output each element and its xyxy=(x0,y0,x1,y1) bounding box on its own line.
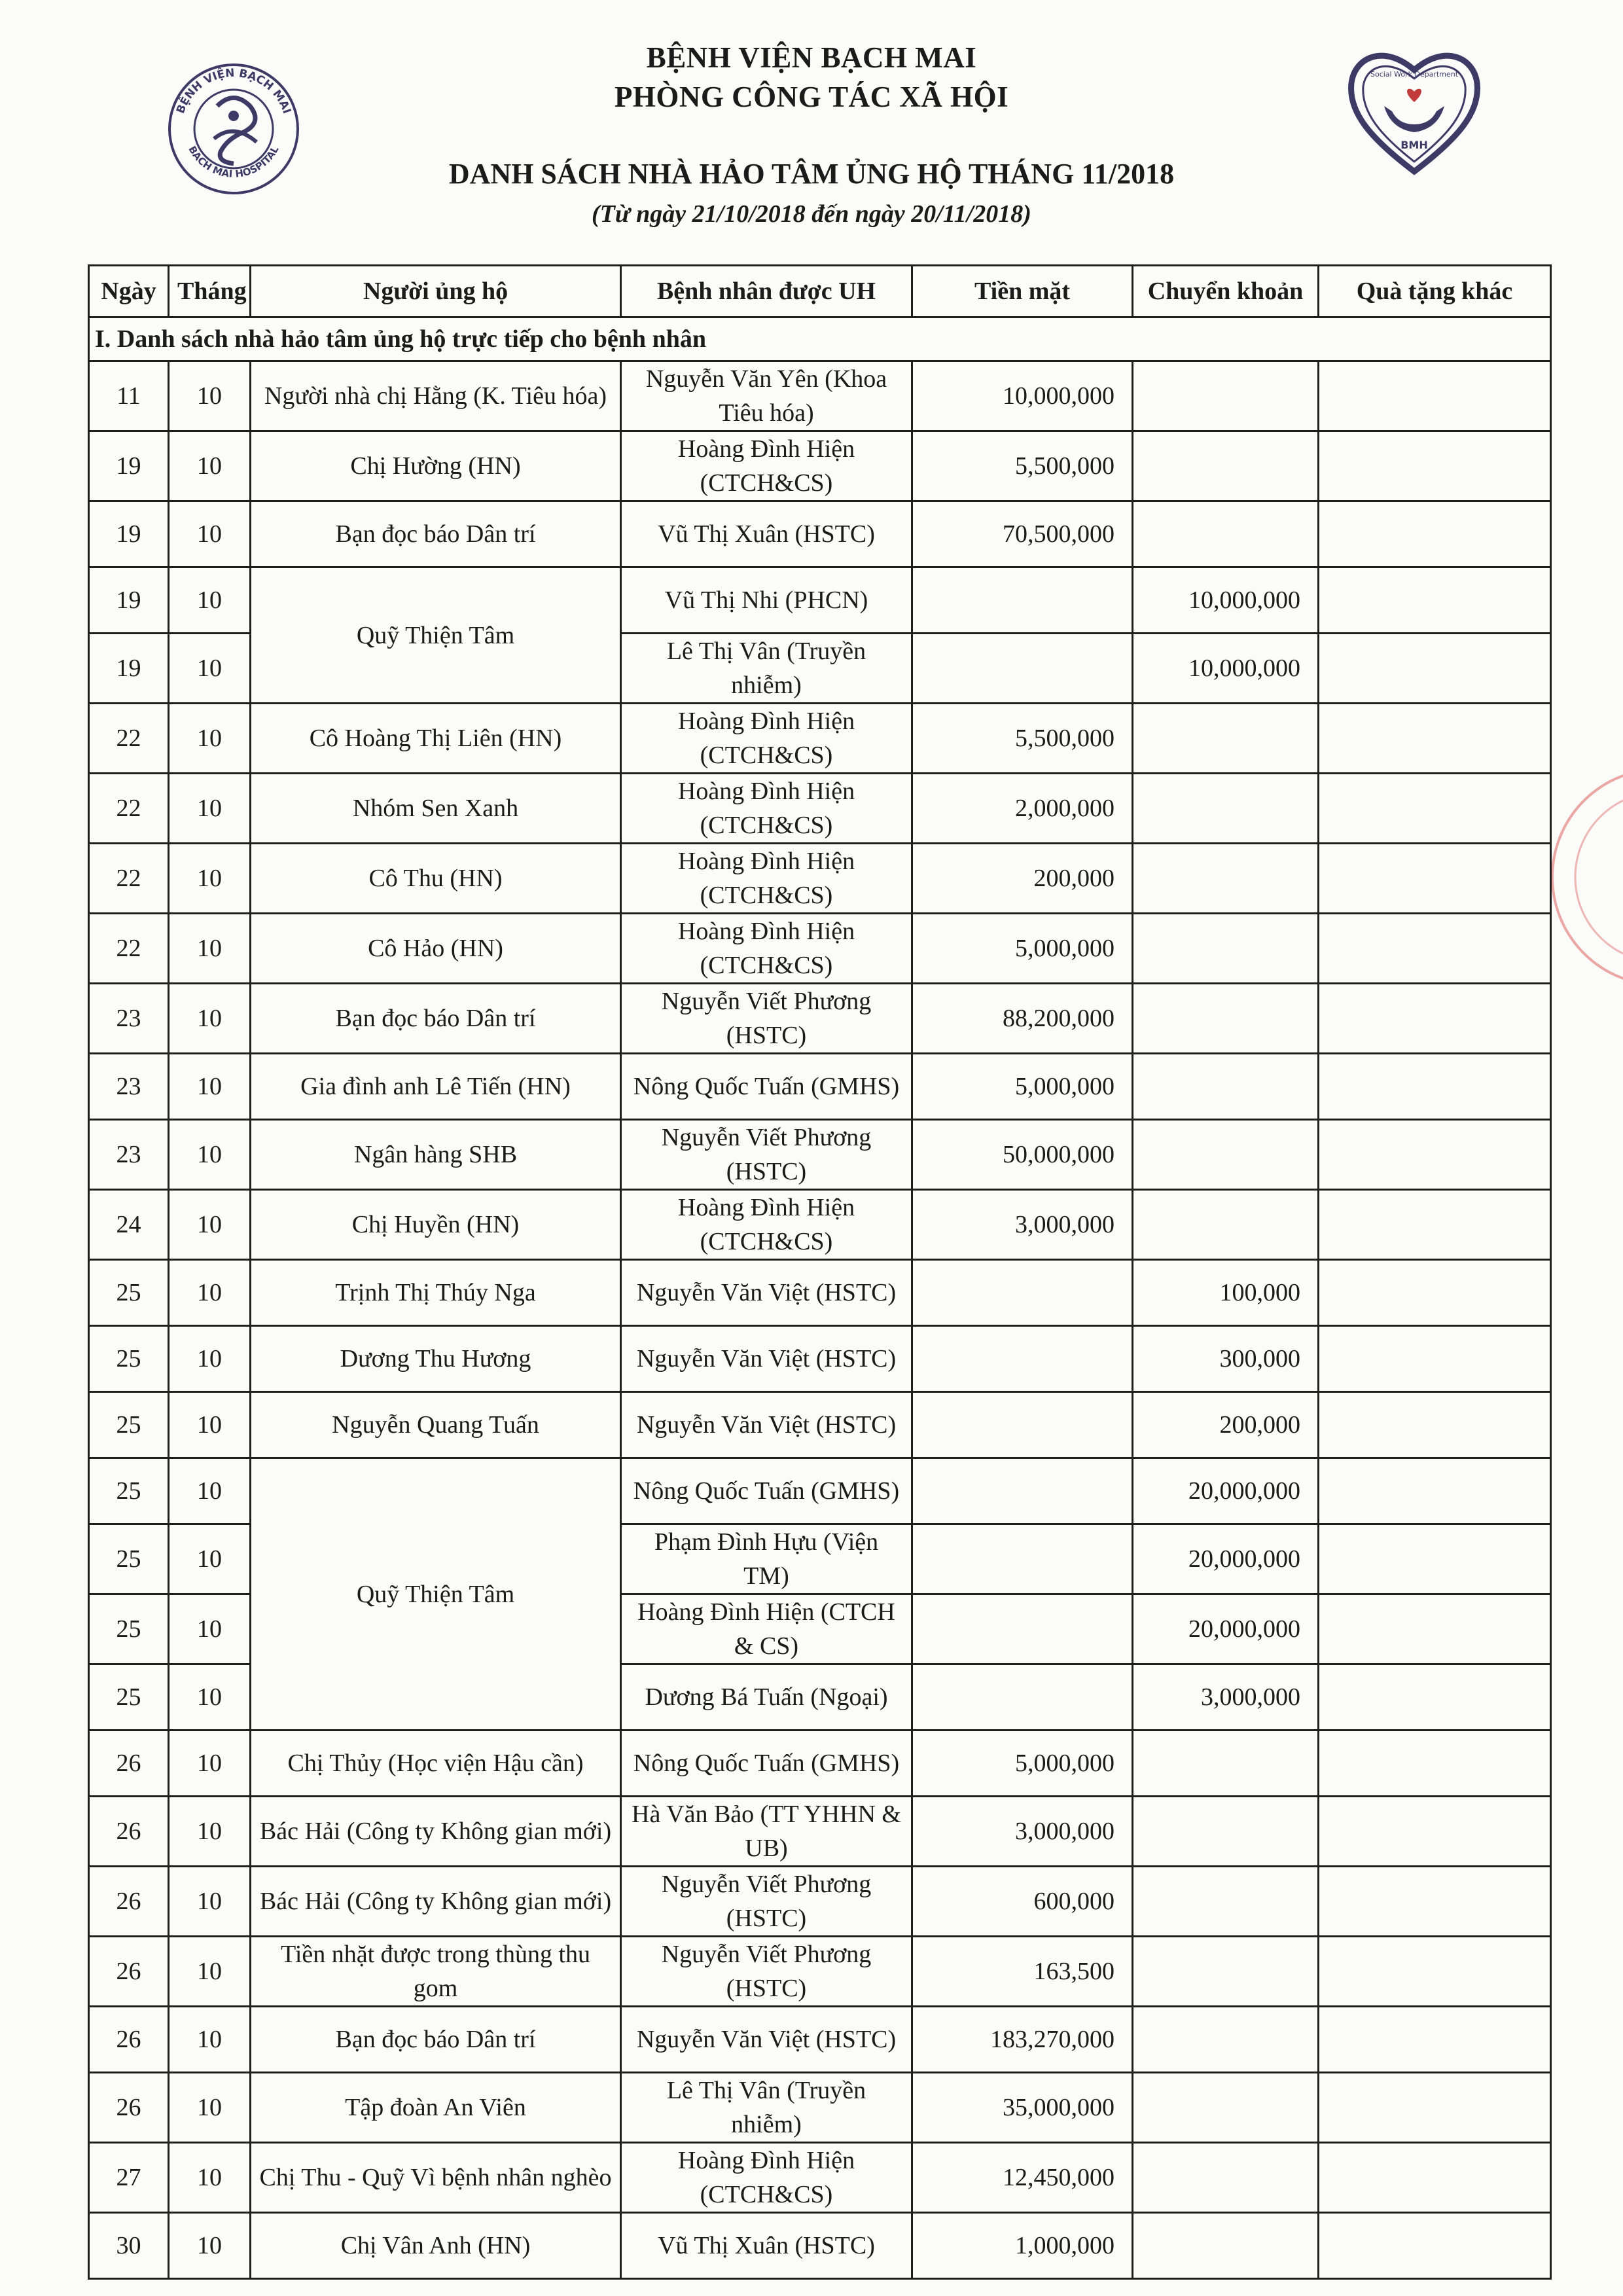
cell-other-gifts xyxy=(1319,431,1551,501)
table-row xyxy=(89,844,1551,914)
cell-cash: 5,000,000 xyxy=(912,914,1133,984)
cell-donor: Chị Hường (HN) xyxy=(251,431,621,501)
cell-transfer xyxy=(1133,914,1319,984)
cell-month: 10 xyxy=(169,1458,251,1524)
cell-day: 25 xyxy=(89,1594,169,1664)
cell-other-gifts xyxy=(1319,2143,1551,2213)
cell-month: 10 xyxy=(169,704,251,774)
table-row xyxy=(89,1190,1551,1260)
document-title: DANH SÁCH NHÀ HẢO TÂM ỦNG HỘ THÁNG 11/2018 xyxy=(448,158,1175,190)
logo-right-abbr: BMH xyxy=(1400,139,1428,151)
cell-cash: 600,000 xyxy=(912,1867,1133,1937)
table-row xyxy=(89,1120,1551,1190)
cell-other-gifts xyxy=(1319,914,1551,984)
cell-month: 10 xyxy=(169,774,251,844)
department-name: PHÒNG CÔNG TÁC XÃ HỘI xyxy=(614,81,1009,113)
table-header-row xyxy=(89,266,1551,317)
cell-cash: 5,500,000 xyxy=(912,704,1133,774)
cell-day: 25 xyxy=(89,1326,169,1392)
cell-other-gifts xyxy=(1319,2213,1551,2279)
cell-month: 10 xyxy=(169,1664,251,1731)
cell-donor: Cô Hảo (HN) xyxy=(251,914,621,984)
cell-month: 10 xyxy=(169,914,251,984)
cell-transfer xyxy=(1133,2143,1319,2213)
cell-cash: 10,000,000 xyxy=(912,361,1133,431)
cell-transfer xyxy=(1133,2213,1319,2279)
cell-donor: Quỹ Thiện Tâm xyxy=(251,1458,621,1731)
table-row xyxy=(89,1392,1551,1458)
cell-day: 25 xyxy=(89,1524,169,1594)
cell-month: 10 xyxy=(169,431,251,501)
cell-day: 22 xyxy=(89,914,169,984)
cell-transfer: 10,000,000 xyxy=(1133,567,1319,634)
cell-patient: Hoàng Đình Hiện (CTCH&CS) xyxy=(621,704,912,774)
cell-donor: Chị Thủy (Học viện Hậu cần) xyxy=(251,1731,621,1797)
col-header-transfer: Chuyển khoản xyxy=(1133,266,1319,317)
cell-month: 10 xyxy=(169,1054,251,1120)
cell-patient: Hoàng Đình Hiện (CTCH&CS) xyxy=(621,431,912,501)
cell-cash: 35,000,000 xyxy=(912,2073,1133,2143)
cell-other-gifts xyxy=(1319,567,1551,634)
cell-transfer xyxy=(1133,1797,1319,1867)
cell-donor: Chị Huyền (HN) xyxy=(251,1190,621,1260)
table-row xyxy=(89,1054,1551,1120)
cell-transfer xyxy=(1133,2073,1319,2143)
cell-day: 26 xyxy=(89,2073,169,2143)
cell-patient: Nguyễn Văn Việt (HSTC) xyxy=(621,1260,912,1326)
cell-day: 19 xyxy=(89,567,169,634)
cell-month: 10 xyxy=(169,2007,251,2073)
cell-patient: Nông Quốc Tuấn (GMHS) xyxy=(621,1054,912,1120)
cell-patient: Nguyễn Văn Việt (HSTC) xyxy=(621,1392,912,1458)
cell-month: 10 xyxy=(169,844,251,914)
col-header-cash: Tiền mặt xyxy=(912,266,1133,317)
cell-cash xyxy=(912,1524,1133,1594)
cell-other-gifts xyxy=(1319,1326,1551,1392)
cell-patient: Hoàng Đình Hiện (CTCH & CS) xyxy=(621,1594,912,1664)
cell-other-gifts xyxy=(1319,704,1551,774)
cell-other-gifts xyxy=(1319,1392,1551,1458)
cell-transfer xyxy=(1133,2007,1319,2073)
cell-day: 25 xyxy=(89,1458,169,1524)
cell-transfer xyxy=(1133,1937,1319,2007)
cell-patient: Nông Quốc Tuấn (GMHS) xyxy=(621,1731,912,1797)
cell-donor: Dương Thu Hương xyxy=(251,1326,621,1392)
cell-patient: Hoàng Đình Hiện (CTCH&CS) xyxy=(621,844,912,914)
section-row xyxy=(89,317,1551,361)
cell-cash: 70,500,000 xyxy=(912,501,1133,567)
cell-donor: Cô Hoàng Thị Liên (HN) xyxy=(251,704,621,774)
donor-table xyxy=(88,264,1552,2280)
cell-day: 19 xyxy=(89,634,169,704)
table-row xyxy=(89,501,1551,567)
col-header-patient: Bệnh nhân được UH xyxy=(621,266,912,317)
cell-month: 10 xyxy=(169,1120,251,1190)
cell-other-gifts xyxy=(1319,501,1551,567)
cell-donor: Ngân hàng SHB xyxy=(251,1120,621,1190)
cell-patient: Nguyễn Văn Việt (HSTC) xyxy=(621,1326,912,1392)
table-row xyxy=(89,704,1551,774)
cell-month: 10 xyxy=(169,567,251,634)
cell-other-gifts xyxy=(1319,774,1551,844)
col-header-other-gifts: Quà tặng khác xyxy=(1319,266,1551,317)
logo-left-text-bottom: BACH MAI HOSPITAL xyxy=(186,144,281,180)
cell-other-gifts xyxy=(1319,1867,1551,1937)
cell-donor: Chị Vân Anh (HN) xyxy=(251,2213,621,2279)
cell-other-gifts xyxy=(1319,984,1551,1054)
cell-cash xyxy=(912,634,1133,704)
cell-month: 10 xyxy=(169,1326,251,1392)
cell-cash: 200,000 xyxy=(912,844,1133,914)
table-row xyxy=(89,1260,1551,1326)
cell-month: 10 xyxy=(169,1594,251,1664)
cell-other-gifts xyxy=(1319,2073,1551,2143)
cell-donor: Quỹ Thiện Tâm xyxy=(251,567,621,704)
cell-transfer xyxy=(1133,1190,1319,1260)
cell-patient: Nguyễn Văn Việt (HSTC) xyxy=(621,2007,912,2073)
cell-day: 22 xyxy=(89,844,169,914)
table-row xyxy=(89,774,1551,844)
table-row xyxy=(89,2007,1551,2073)
table-row xyxy=(89,361,1551,431)
cell-month: 10 xyxy=(169,1524,251,1594)
cell-cash: 5,500,000 xyxy=(912,431,1133,501)
cell-patient: Vũ Thị Xuân (HSTC) xyxy=(621,501,912,567)
cell-cash xyxy=(912,1392,1133,1458)
cell-transfer xyxy=(1133,704,1319,774)
cell-cash: 183,270,000 xyxy=(912,2007,1133,2073)
cell-donor: Người nhà chị Hằng (K. Tiêu hóa) xyxy=(251,361,621,431)
cell-day: 30 xyxy=(89,2213,169,2279)
cell-day: 24 xyxy=(89,1190,169,1260)
cell-cash: 88,200,000 xyxy=(912,984,1133,1054)
organization-name: BỆNH VIỆN BẠCH MAI xyxy=(646,41,977,74)
cell-patient: Hoàng Đình Hiện (CTCH&CS) xyxy=(621,774,912,844)
cell-other-gifts xyxy=(1319,1797,1551,1867)
cell-patient: Lê Thị Vân (Truyền nhiễm) xyxy=(621,634,912,704)
cell-month: 10 xyxy=(169,1190,251,1260)
cell-month: 10 xyxy=(169,1867,251,1937)
cell-transfer xyxy=(1133,844,1319,914)
cell-other-gifts xyxy=(1319,1937,1551,2007)
cell-cash xyxy=(912,567,1133,634)
table-row xyxy=(89,2143,1551,2213)
cell-day: 23 xyxy=(89,1120,169,1190)
cell-other-gifts xyxy=(1319,634,1551,704)
table-row xyxy=(89,914,1551,984)
cell-cash xyxy=(912,1326,1133,1392)
cell-donor: Bạn đọc báo Dân trí xyxy=(251,984,621,1054)
cell-cash: 163,500 xyxy=(912,1937,1133,2007)
cell-transfer: 20,000,000 xyxy=(1133,1594,1319,1664)
cell-day: 22 xyxy=(89,704,169,774)
cell-cash: 3,000,000 xyxy=(912,1190,1133,1260)
cell-donor: Bạn đọc báo Dân trí xyxy=(251,501,621,567)
cell-transfer xyxy=(1133,1054,1319,1120)
cell-day: 19 xyxy=(89,501,169,567)
cell-transfer: 3,000,000 xyxy=(1133,1664,1319,1731)
cell-patient: Hà Văn Bảo (TT YHHN & UB) xyxy=(621,1797,912,1867)
cell-other-gifts xyxy=(1319,2007,1551,2073)
cell-transfer: 100,000 xyxy=(1133,1260,1319,1326)
cell-cash xyxy=(912,1260,1133,1326)
section-title: I. Danh sách nhà hảo tâm ủng hộ trực tiếp cho bệnh nhân xyxy=(89,317,1551,361)
cell-donor: Tập đoàn An Viên xyxy=(251,2073,621,2143)
cell-month: 10 xyxy=(169,1260,251,1326)
cell-donor: Trịnh Thị Thúy Nga xyxy=(251,1260,621,1326)
cell-cash xyxy=(912,1458,1133,1524)
cell-patient: Nguyễn Văn Yên (Khoa Tiêu hóa) xyxy=(621,361,912,431)
cell-month: 10 xyxy=(169,1937,251,2007)
table-row xyxy=(89,2073,1551,2143)
cell-donor: Chị Thu - Quỹ Vì bệnh nhân nghèo xyxy=(251,2143,621,2213)
cell-cash: 5,000,000 xyxy=(912,1054,1133,1120)
cell-donor: Bác Hải (Công ty Không gian mới) xyxy=(251,1867,621,1937)
cell-cash: 50,000,000 xyxy=(912,1120,1133,1190)
cell-month: 10 xyxy=(169,2073,251,2143)
cell-patient: Hoàng Đình Hiện (CTCH&CS) xyxy=(621,914,912,984)
table-row xyxy=(89,984,1551,1054)
cell-cash: 12,450,000 xyxy=(912,2143,1133,2213)
cell-donor: Bác Hải (Công ty Không gian mới) xyxy=(251,1797,621,1867)
logo-left-text-top: BỆNH VIỆN BẠCH MAI xyxy=(173,66,294,116)
cell-patient: Nông Quốc Tuấn (GMHS) xyxy=(621,1458,912,1524)
table-row xyxy=(89,1731,1551,1797)
cell-other-gifts xyxy=(1319,1524,1551,1594)
cell-cash: 2,000,000 xyxy=(912,774,1133,844)
cell-other-gifts xyxy=(1319,1731,1551,1797)
cell-cash: 3,000,000 xyxy=(912,1797,1133,1867)
cell-cash xyxy=(912,1664,1133,1731)
document-header xyxy=(0,38,1623,117)
cell-patient: Vũ Thị Xuân (HSTC) xyxy=(621,2213,912,2279)
table-row xyxy=(89,1797,1551,1867)
cell-month: 10 xyxy=(169,501,251,567)
cell-month: 10 xyxy=(169,2213,251,2279)
cell-day: 25 xyxy=(89,1392,169,1458)
cell-cash xyxy=(912,1594,1133,1664)
cell-transfer xyxy=(1133,501,1319,567)
col-header-month: Tháng xyxy=(169,266,251,317)
cell-transfer xyxy=(1133,361,1319,431)
cell-donor: Nhóm Sen Xanh xyxy=(251,774,621,844)
cell-day: 11 xyxy=(89,361,169,431)
cell-transfer: 20,000,000 xyxy=(1133,1458,1319,1524)
cell-patient: Nguyễn Viết Phương (HSTC) xyxy=(621,1120,912,1190)
cell-day: 27 xyxy=(89,2143,169,2213)
table-row xyxy=(89,1326,1551,1392)
cell-day: 19 xyxy=(89,431,169,501)
cell-donor: Cô Thu (HN) xyxy=(251,844,621,914)
cell-other-gifts xyxy=(1319,1190,1551,1260)
cell-cash: 1,000,000 xyxy=(912,2213,1133,2279)
cell-month: 10 xyxy=(169,361,251,431)
cell-patient: Nguyễn Viết Phương (HSTC) xyxy=(621,1937,912,2007)
cell-transfer xyxy=(1133,1120,1319,1190)
cell-other-gifts xyxy=(1319,1664,1551,1731)
cell-patient: Hoàng Đình Hiện (CTCH&CS) xyxy=(621,2143,912,2213)
col-header-day: Ngày xyxy=(89,266,169,317)
cell-transfer xyxy=(1133,1731,1319,1797)
table-row xyxy=(89,567,1551,634)
cell-month: 10 xyxy=(169,984,251,1054)
cell-day: 26 xyxy=(89,1937,169,2007)
cell-patient: Nguyễn Viết Phương (HSTC) xyxy=(621,1867,912,1937)
cell-patient: Lê Thị Vân (Truyền nhiễm) xyxy=(621,2073,912,2143)
cell-patient: Hoàng Đình Hiện (CTCH&CS) xyxy=(621,1190,912,1260)
cell-patient: Vũ Thị Nhi (PHCN) xyxy=(621,567,912,634)
cell-month: 10 xyxy=(169,1392,251,1458)
cell-transfer: 20,000,000 xyxy=(1133,1524,1319,1594)
cell-day: 25 xyxy=(89,1260,169,1326)
col-header-donor: Người ủng hộ xyxy=(251,266,621,317)
table-row xyxy=(89,1867,1551,1937)
cell-day: 26 xyxy=(89,1731,169,1797)
table-row xyxy=(89,1937,1551,2007)
cell-day: 26 xyxy=(89,1867,169,1937)
cell-month: 10 xyxy=(169,1797,251,1867)
table-row xyxy=(89,1458,1551,1524)
cell-donor: Gia đình anh Lê Tiến (HN) xyxy=(251,1054,621,1120)
cell-transfer xyxy=(1133,1867,1319,1937)
cell-transfer: 200,000 xyxy=(1133,1392,1319,1458)
cell-other-gifts xyxy=(1319,1054,1551,1120)
cell-day: 23 xyxy=(89,1054,169,1120)
cell-other-gifts xyxy=(1319,361,1551,431)
table-row xyxy=(89,431,1551,501)
cell-other-gifts xyxy=(1319,844,1551,914)
cell-other-gifts xyxy=(1319,1458,1551,1524)
cell-donor: Bạn đọc báo Dân trí xyxy=(251,2007,621,2073)
cell-other-gifts xyxy=(1319,1260,1551,1326)
cell-transfer xyxy=(1133,774,1319,844)
cell-other-gifts xyxy=(1319,1594,1551,1664)
cell-transfer: 10,000,000 xyxy=(1133,634,1319,704)
cell-day: 22 xyxy=(89,774,169,844)
cell-cash: 5,000,000 xyxy=(912,1731,1133,1797)
cell-transfer xyxy=(1133,984,1319,1054)
cell-day: 23 xyxy=(89,984,169,1054)
cell-donor: Tiền nhặt được trong thùng thu gom xyxy=(251,1937,621,2007)
table-row xyxy=(89,2213,1551,2279)
cell-day: 26 xyxy=(89,2007,169,2073)
cell-day: 26 xyxy=(89,1797,169,1867)
logo-right-text: Social Work Department xyxy=(1370,70,1459,79)
cell-patient: Dương Bá Tuấn (Ngoại) xyxy=(621,1664,912,1731)
cell-transfer: 300,000 xyxy=(1133,1326,1319,1392)
cell-day: 25 xyxy=(89,1664,169,1731)
cell-patient: Phạm Đình Hựu (Viện TM) xyxy=(621,1524,912,1594)
cell-donor: Nguyễn Quang Tuấn xyxy=(251,1392,621,1458)
cell-month: 10 xyxy=(169,2143,251,2213)
cell-other-gifts xyxy=(1319,1120,1551,1190)
cell-month: 10 xyxy=(169,1731,251,1797)
cell-patient: Nguyễn Viết Phương (HSTC) xyxy=(621,984,912,1054)
document-subtitle: (Từ ngày 21/10/2018 đến ngày 20/11/2018) xyxy=(592,200,1031,228)
red-stamp-mark xyxy=(1546,733,1623,1021)
cell-transfer xyxy=(1133,431,1319,501)
cell-month: 10 xyxy=(169,634,251,704)
